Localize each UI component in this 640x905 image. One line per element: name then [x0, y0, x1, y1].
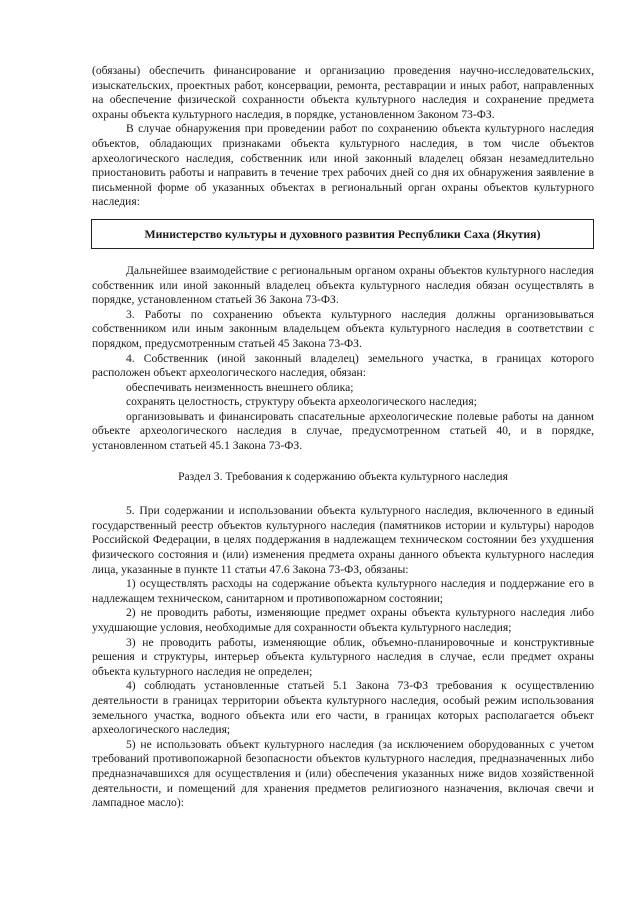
- paragraph-further-interaction: Дальнейшее взаимодействие с региональным органом охраны объектов культурного наследия собственник или иной законный владелец объекта культурного наследия обязан осуществлять в порядке, установленном статьей 36 Закона 73-ФЗ.: [92, 263, 594, 307]
- paragraph-obligations-continued: (обязаны) обеспечить финансирование и организацию проведения научно-исследовательских, изыскательских, проектных работ, консервации, ремонта, реставрации и иных работ, направленных на обеспечение физической сохранности объекта культурного наследия и сохранение предмета охраны объекта культурного наследия, в порядке, установленном Законом 73-ФЗ.: [92, 64, 594, 121]
- paragraph-item-5-2: 2) не проводить работы, изменяющие предмет охраны объекта культурного наследия либо ухудшающие условия, необходимые для сохранности объекта культурного наследия;: [92, 606, 594, 634]
- paragraph-item-4-integrity: сохранять целостность, структуру объекта археологического наследия;: [126, 395, 477, 409]
- section-title: Раздел 3. Требования к содержанию объекта культурного наследия: [178, 469, 508, 483]
- authority-box: [91, 219, 594, 249]
- paragraph-item-5-5: 5) не использовать объект культурного наследия (за исключением оборудованных с учетом требований противопожарной безопасности объектов культурного наследия, предназначенных либо предназначавшихся для осуществления и (или) обеспечения указанных ниже видов хозяйственной деятельности, и помещений для хранения предметов религиозного назначения, включая свечи и лампадное масло):: [92, 737, 594, 810]
- paragraph-discovery-procedure: В случае обнаружения при проведении работ по сохранению объекта культурного наследия объектов, обладающих признаками объекта культурного наследия, в том числе объектов археологического наследия, собственник или иной законный владелец обязан незамедлительно приостановить работы и направить в течение трех рабочих дней со дня их обнаружения заявление в письменной форме об указанных объектах в региональный орган охраны объектов культурного наследия:: [92, 122, 594, 209]
- paragraph-item-3: 3. Работы по сохранению объекта культурного наследия должны организовываться собственником или иным законным владельцем объекта культурного наследия в соответствии с порядком, предусмотренным статьей 45 Закона 73-ФЗ.: [92, 307, 594, 350]
- paragraph-item-5-3: 3) не проводить работы, изменяющие облик, объемно-планировочные и конструктивные решения и структуры, интерьер объекта культурного наследия в случае, если предмет охраны объекта культурного наследия не определен;: [92, 635, 594, 678]
- authority-name: Министерство культуры и духовного развития Республики Саха (Якутия): [144, 226, 541, 241]
- paragraph-item-4-rescue-works: организовывать и финансировать спасательные археологические полевые работы на данном объекте археологического наследия в случае, предусмотренном статьей 40, и в порядке, установленном статьей 45.1 Закона 73-ФЗ.: [92, 409, 594, 453]
- paragraph-item-4-appearance: обеспечивать неизменность внешнего облика;: [126, 380, 354, 394]
- document-page: [92, 64, 594, 811]
- paragraph-item-4: 4. Собственник (иной законный владелец) земельного участка, в границах которого расположен объект археологического наследия, обязан:: [92, 351, 594, 380]
- paragraph-item-5-4: 4) соблюдать установленные статьей 5.1 Закона 73-ФЗ требования к осуществлению деятельности в границах территории объекта культурного наследия, особый режим использования земельного участка, водного объекта или его части, в границах которых располагается объект археологического наследия;: [92, 679, 594, 737]
- paragraph-item-5: 5. При содержании и использовании объекта культурного наследия, включенного в единый государственный реестр объектов культурного наследия (памятников истории и культуры) народов Российской Федерации, в целях поддержания в надлежащем техническом состоянии без ухудшения физического состояния и (или) изменения предмета охраны данного объекта культурного наследия лица, указанные в пункте 11 статьи 47.6 Закона 73-ФЗ, обязаны:: [92, 504, 594, 576]
- paragraph-item-5-1: 1) осуществлять расходы на содержание объекта культурного наследия и поддержание его в надлежащем техническом, санитарном и противопожарном состоянии;: [92, 577, 594, 605]
